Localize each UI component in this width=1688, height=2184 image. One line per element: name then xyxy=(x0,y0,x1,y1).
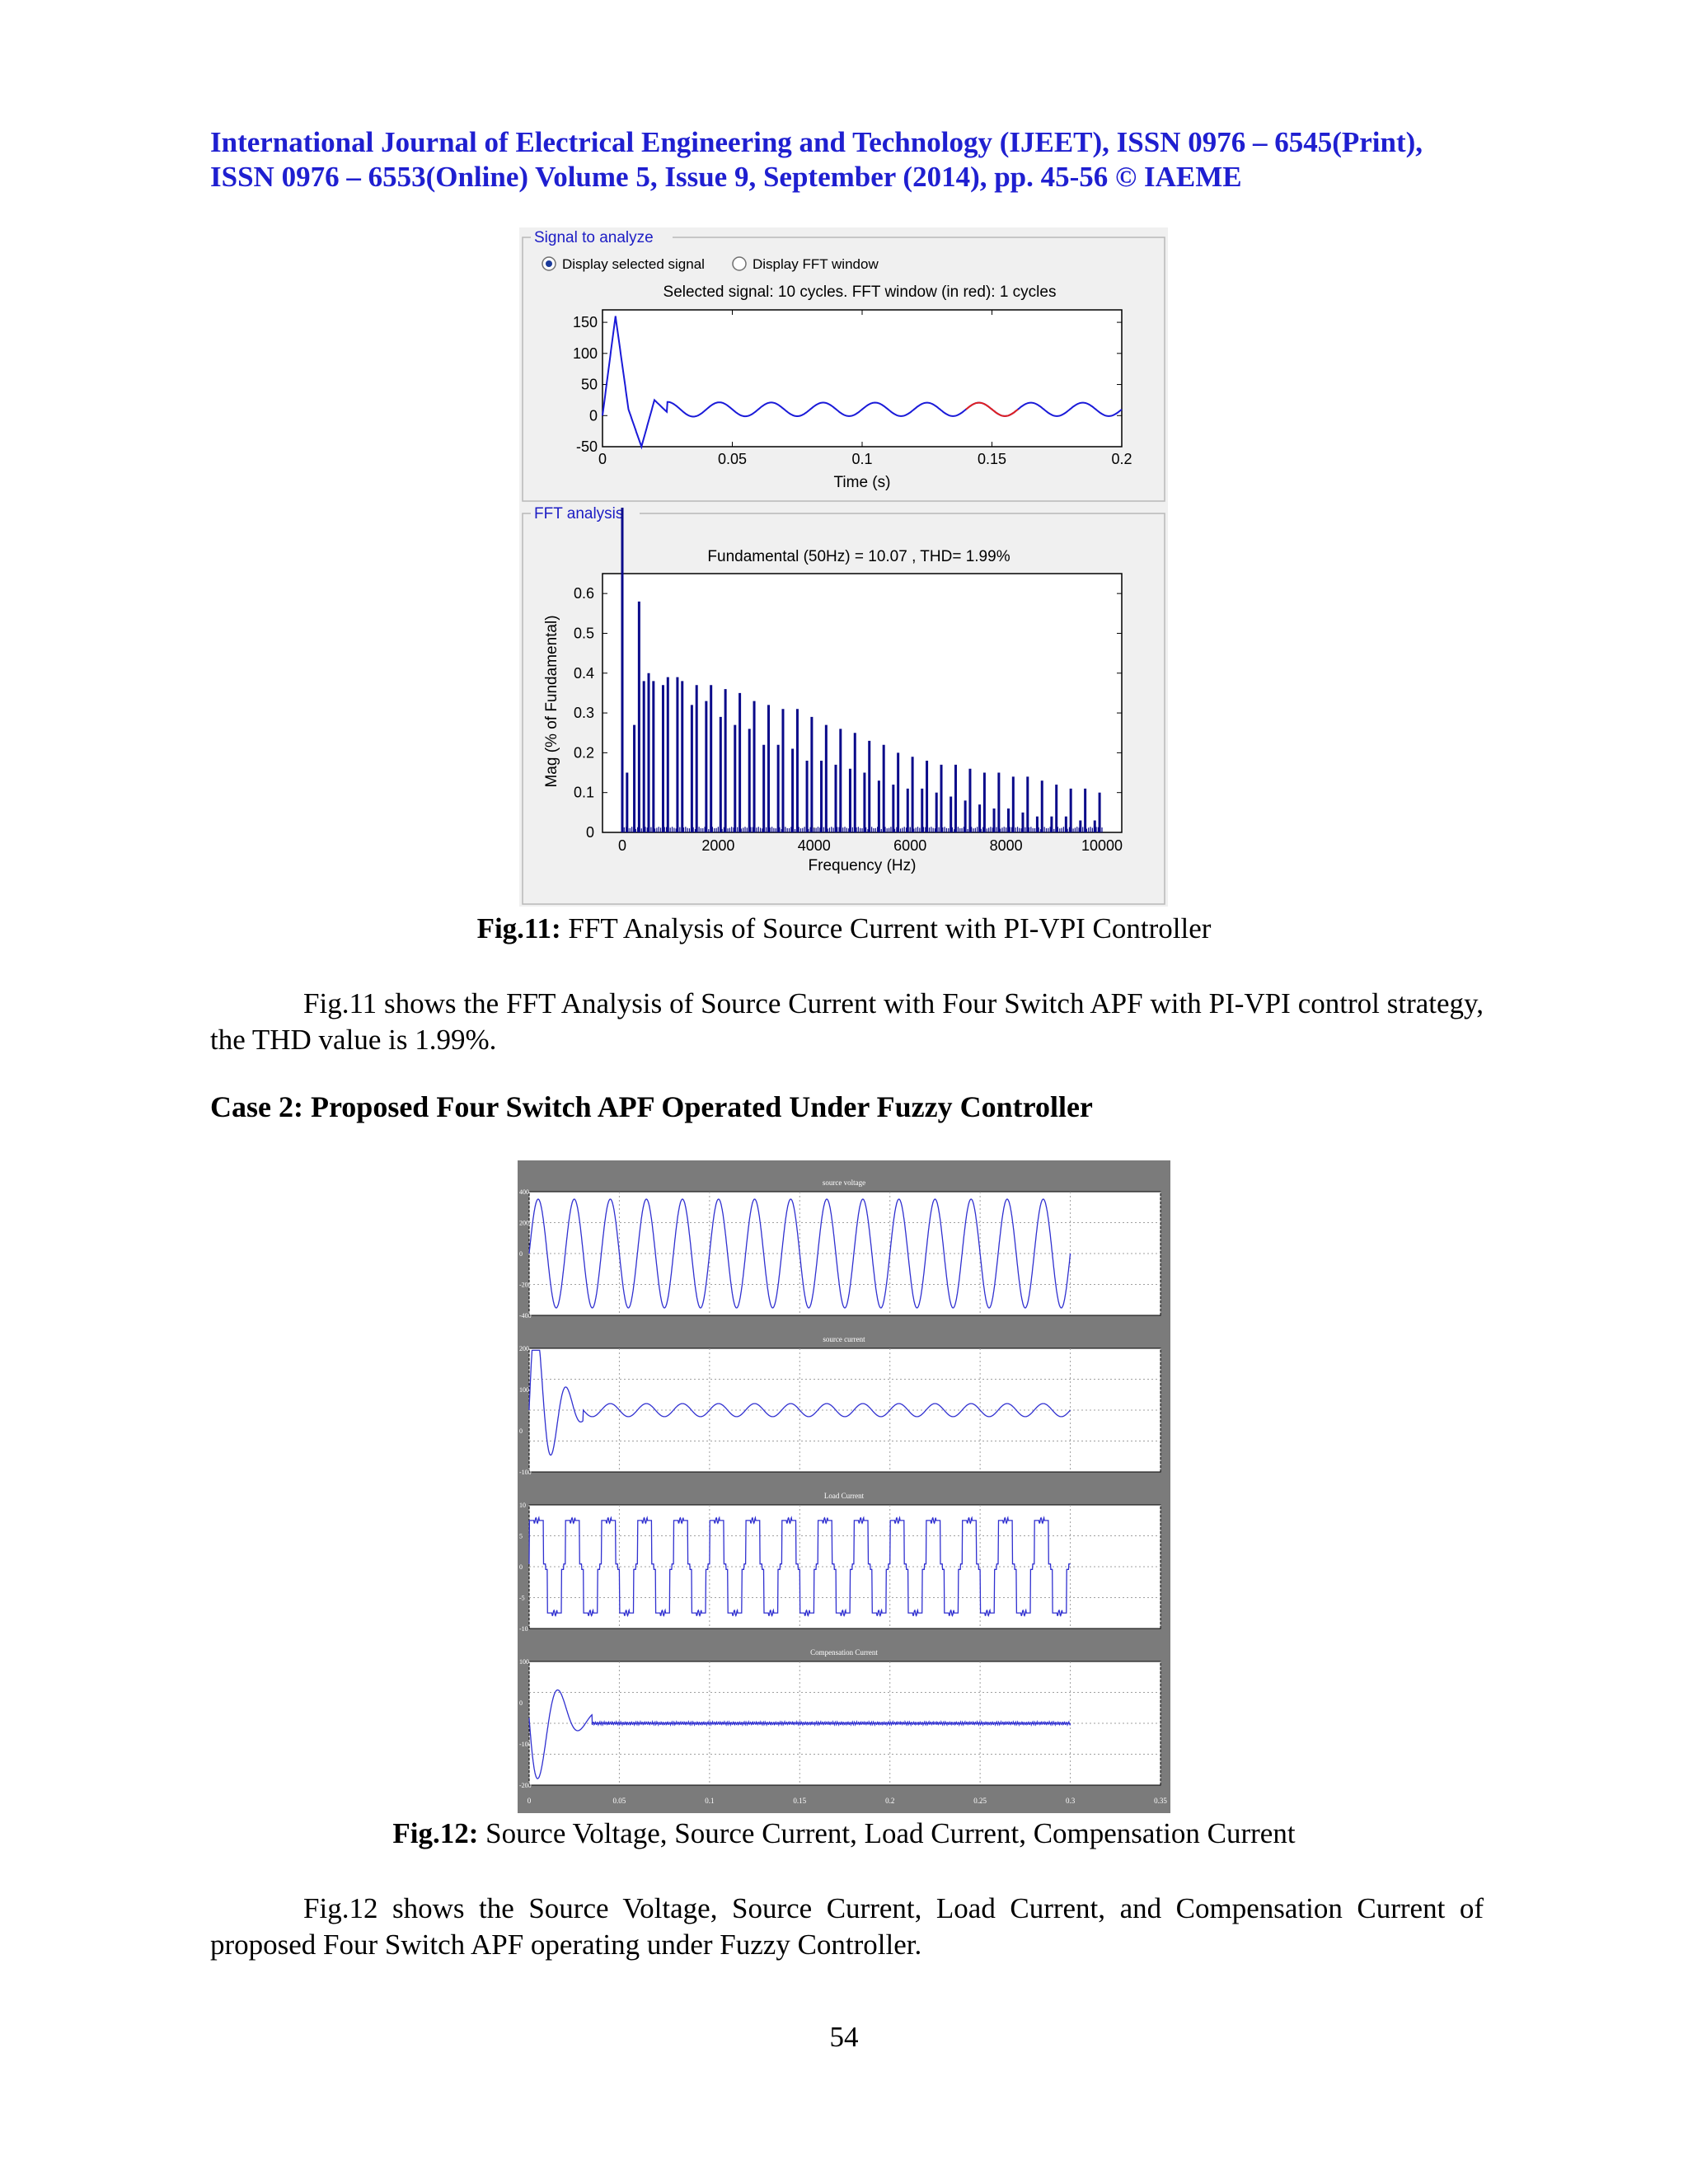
signal-y-tick-label: 150 xyxy=(572,314,598,331)
fft-y-tick-label: 0.6 xyxy=(573,585,594,602)
signal-panel-title: Signal to analyze xyxy=(534,229,654,246)
paragraph-fig12 xyxy=(210,1891,1484,1963)
journal-header xyxy=(210,125,1484,194)
scope-panel-title: source voltage xyxy=(822,1179,866,1187)
fft-x-tick-label: 4000 xyxy=(797,837,831,854)
scope-y-tick-label: 100 xyxy=(519,1658,529,1666)
scope-x-tick-label: 0.3 xyxy=(1065,1797,1076,1805)
scope-x-tick-label: 0.05 xyxy=(612,1797,626,1805)
fft-plot-axes xyxy=(603,574,1122,832)
figure-11-fft-window xyxy=(519,227,1168,907)
figure-12-scope xyxy=(518,1160,1170,1813)
fft-x-tick-label: 10000 xyxy=(1081,837,1123,854)
page-number: 54 xyxy=(829,2021,859,2053)
scope-x-tick-label: 0.25 xyxy=(973,1797,987,1805)
scope-x-tick-label: 0.2 xyxy=(885,1797,895,1805)
paragraph-fig11-text: Fig.11 shows the FFT Analysis of Source Current with Four Switch APF with PI-VPI control strategy, the THD value is 1.99%. xyxy=(210,987,1484,1056)
signal-y-tick-label: 50 xyxy=(580,376,598,393)
fft-y-tick-label: 0.5 xyxy=(573,625,594,642)
scope-y-tick-label: 200 xyxy=(519,1345,529,1352)
paragraph-fig11 xyxy=(210,986,1484,1058)
fft-xlabel: Frequency (Hz) xyxy=(808,857,917,874)
scope-y-tick-label: 0 xyxy=(519,1427,523,1435)
paragraph-fig12-text: Fig.12 shows the Source Voltage, Source Current, Load Current, and Compensation Current of proposed Four Switch APF operating under Fuzzy Controller. xyxy=(210,1892,1484,1961)
fft-ylabel: Mag (% of Fundamental) xyxy=(543,615,560,788)
fft-x-tick-label: 6000 xyxy=(893,837,927,854)
scope-y-tick-label: 400 xyxy=(519,1188,529,1196)
figure-11-caption xyxy=(0,912,1688,946)
scope-panel-title: Load Current xyxy=(823,1492,865,1500)
scope-y-tick-label: 200 xyxy=(519,1219,529,1227)
figure-11-svg xyxy=(519,227,1168,907)
fft-y-tick-label: 0.1 xyxy=(573,784,594,801)
scope-x-tick-label: 0.35 xyxy=(1154,1797,1167,1805)
scope-y-tick-label: -100 xyxy=(519,1741,532,1748)
figure-12-caption-text: Source Voltage, Source Current, Load Current, Compensation Current xyxy=(478,1817,1296,1849)
scope-panel-title: Compensation Current xyxy=(810,1648,878,1657)
signal-x-tick-label: 0.2 xyxy=(1111,451,1132,467)
radio-fft-window-label: Display FFT window xyxy=(753,256,879,272)
scope-x-tick-label: 0.1 xyxy=(705,1797,715,1805)
scope-x-tick-label: 0 xyxy=(527,1797,532,1805)
signal-x-tick-label: 0.15 xyxy=(977,451,1007,467)
fft-y-tick-label: 0.2 xyxy=(573,744,594,762)
journal-header-line1: International Journal of Electrical Engineering and Technology (IJEET), ISSN 0976 – 6545(Print), xyxy=(210,126,1423,158)
figure-11-caption-label: Fig.11: xyxy=(476,912,561,944)
fft-plot-title: Fundamental (50Hz) = 10.07 , THD= 1.99% xyxy=(707,548,1010,565)
scope-y-tick-label: -5 xyxy=(519,1594,525,1602)
radio-selected-dot xyxy=(546,260,552,267)
fft-y-tick-label: 0.3 xyxy=(573,705,594,722)
figure-12-caption xyxy=(0,1816,1688,1851)
signal-plot-axes xyxy=(603,310,1122,447)
fft-y-tick-label: 0.4 xyxy=(573,664,594,682)
scope-y-tick-label: -200 xyxy=(519,1281,532,1289)
scope-y-tick-label: -400 xyxy=(519,1312,532,1319)
scope-y-tick-label: 10 xyxy=(519,1502,526,1509)
figure-12-caption-label: Fig.12: xyxy=(392,1817,479,1849)
scope-y-tick-label: 0 xyxy=(519,1699,523,1707)
fft-panel-title: FFT analysis xyxy=(534,505,624,523)
signal-y-tick-label: -50 xyxy=(575,438,598,455)
fft-x-tick-label: 2000 xyxy=(701,837,735,854)
case-2-heading: Case 2: Proposed Four Switch APF Operated Under Fuzzy Controller xyxy=(210,1090,1093,1123)
signal-y-tick-label: 0 xyxy=(588,407,598,424)
signal-y-tick-label: 100 xyxy=(572,344,598,362)
fft-x-tick-label: 0 xyxy=(617,837,627,854)
radio-fft-window[interactable] xyxy=(733,257,746,270)
scope-y-tick-label: 0 xyxy=(519,1563,523,1571)
signal-x-tick-label: 0.05 xyxy=(717,451,748,467)
figure-11-caption-text: FFT Analysis of Source Current with PI-VPI Controller xyxy=(560,912,1212,944)
journal-header-line2: ISSN 0976 – 6553(Online) Volume 5, Issue 9, September (2014), pp. 45-56 © IAEME xyxy=(210,161,1242,193)
scope-y-tick-label: -100 xyxy=(519,1469,532,1476)
scope-y-tick-label: 0 xyxy=(519,1250,523,1258)
scope-y-tick-label: -200 xyxy=(519,1782,532,1789)
radio-selected-signal-label: Display selected signal xyxy=(562,256,705,272)
signal-xlabel: Time (s) xyxy=(833,474,891,491)
scope-x-tick-label: 0.15 xyxy=(793,1797,807,1805)
figure-12-svg xyxy=(518,1160,1170,1813)
fft-y-tick-label: 0 xyxy=(585,824,594,841)
signal-x-tick-label: 0 xyxy=(598,451,607,467)
scope-y-tick-label: 100 xyxy=(519,1386,529,1394)
scope-y-tick-label: -10 xyxy=(519,1625,528,1633)
signal-x-tick-label: 0.1 xyxy=(851,451,873,467)
signal-plot-title: Selected signal: 10 cycles. FFT window (in red): 1 cycles xyxy=(663,284,1057,301)
scope-y-tick-label: 5 xyxy=(519,1532,523,1540)
fft-x-tick-label: 8000 xyxy=(989,837,1023,854)
scope-panel-title: source current xyxy=(823,1335,865,1343)
